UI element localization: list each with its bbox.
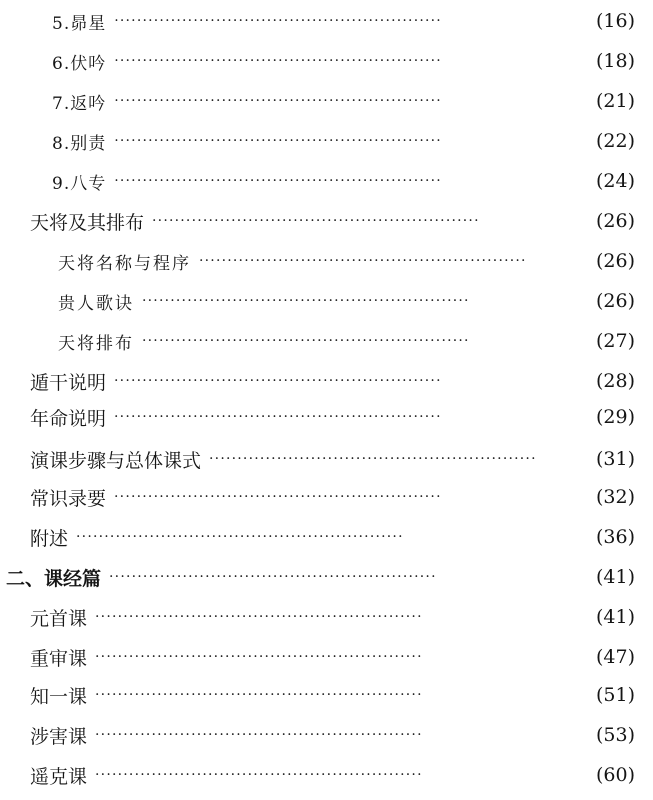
toc-entry	[0, 600, 653, 634]
toc-entry-page: (51)	[595, 684, 635, 706]
leader-dots: ··························································	[95, 767, 423, 783]
toc-entry-page: (21)	[595, 90, 635, 112]
toc-entry-title: 6.伏吟	[52, 53, 107, 74]
toc-entry-title: 涉害课	[30, 725, 88, 748]
toc-entry-title: 8.别责	[52, 133, 107, 154]
toc-entry-page: (41)	[595, 606, 635, 628]
toc-entry	[0, 364, 653, 398]
toc-entry-page: (22)	[595, 130, 635, 152]
toc-entry	[0, 442, 653, 476]
leader-dots: ··························································	[114, 93, 442, 109]
toc-entry-page: (26)	[595, 290, 635, 312]
leader-dots: ··························································	[114, 489, 442, 505]
toc-entry-page: (36)	[595, 526, 635, 548]
toc-entry	[0, 44, 653, 78]
toc-entry-page: (31)	[595, 448, 635, 470]
leader-dots: ··························································	[76, 529, 404, 545]
toc-entry-page: (41)	[595, 566, 635, 588]
toc-entry-title: 7.返吟	[52, 93, 107, 114]
leader-dots: ··························································	[142, 333, 470, 349]
leader-dots: ··························································	[152, 213, 480, 229]
toc-entry-page: (18)	[595, 50, 635, 72]
toc-entry-title: 贵人歌诀	[58, 293, 134, 314]
toc-entry	[0, 164, 653, 198]
toc-entry-title: 天将及其排布	[30, 211, 145, 234]
toc-entry-page: (28)	[595, 370, 635, 392]
toc-entry-page: (27)	[595, 330, 635, 352]
toc-entry	[0, 324, 653, 358]
toc-entry-page: (26)	[595, 250, 635, 272]
toc-section-heading	[0, 560, 653, 594]
toc-entry-title: 天将排布	[58, 333, 134, 354]
toc-entry	[0, 400, 653, 434]
leader-dots: ··························································	[199, 253, 527, 269]
leader-dots: ··························································	[95, 727, 423, 743]
leader-dots: ··························································	[95, 649, 423, 665]
toc-entry-title: 知一课	[30, 685, 88, 708]
leader-dots: ··························································	[95, 687, 423, 703]
toc-entry-title: 9.八专	[52, 173, 107, 194]
toc-entry	[0, 758, 653, 792]
toc-entry-page: (16)	[595, 10, 635, 32]
toc-entry	[0, 480, 653, 514]
leader-dots: ··························································	[114, 373, 442, 389]
toc-entry	[0, 124, 653, 158]
toc-entry-title: 遥克课	[30, 765, 88, 788]
leader-dots: ··························································	[142, 293, 470, 309]
toc-entry	[0, 4, 653, 38]
leader-dots: ··························································	[109, 569, 437, 585]
toc-entry	[0, 520, 653, 554]
leader-dots: ··························································	[114, 173, 442, 189]
toc-entry-page: (24)	[595, 170, 635, 192]
leader-dots: ··························································	[114, 409, 442, 425]
leader-dots: ··························································	[114, 53, 442, 69]
toc-entry	[0, 678, 653, 712]
toc-entry	[0, 284, 653, 318]
toc-entry	[0, 84, 653, 118]
toc-entry-title: 天将名称与程序	[58, 253, 191, 274]
toc-entry-title: 常识录要	[30, 487, 107, 510]
toc-entry-title: 5.昴星	[52, 13, 107, 34]
toc-entry-page: (47)	[595, 646, 635, 668]
toc-entry-title: 年命说明	[30, 407, 107, 430]
leader-dots: ··························································	[114, 133, 442, 149]
toc-entry-page: (60)	[595, 764, 635, 786]
toc-entry-page: (26)	[595, 210, 635, 232]
toc-entry	[0, 244, 653, 278]
toc-entry-title: 二、课经篇	[6, 567, 102, 590]
toc-entry-title: 元首课	[30, 607, 88, 630]
leader-dots: ··························································	[209, 451, 537, 467]
leader-dots: ··························································	[114, 13, 442, 29]
toc-entry	[0, 204, 653, 238]
toc-entry-page: (29)	[595, 406, 635, 428]
toc-entry	[0, 640, 653, 674]
toc-entry	[0, 718, 653, 752]
toc-entry-title: 演课步骤与总体课式	[30, 449, 202, 472]
toc-entry-title: 重审课	[30, 647, 88, 670]
toc-entry-page: (32)	[595, 486, 635, 508]
toc-entry-page: (53)	[595, 724, 635, 746]
toc-entry-title: 附述	[30, 527, 69, 550]
leader-dots: ··························································	[95, 609, 423, 625]
toc-entry-title: 遁干说明	[30, 371, 107, 394]
